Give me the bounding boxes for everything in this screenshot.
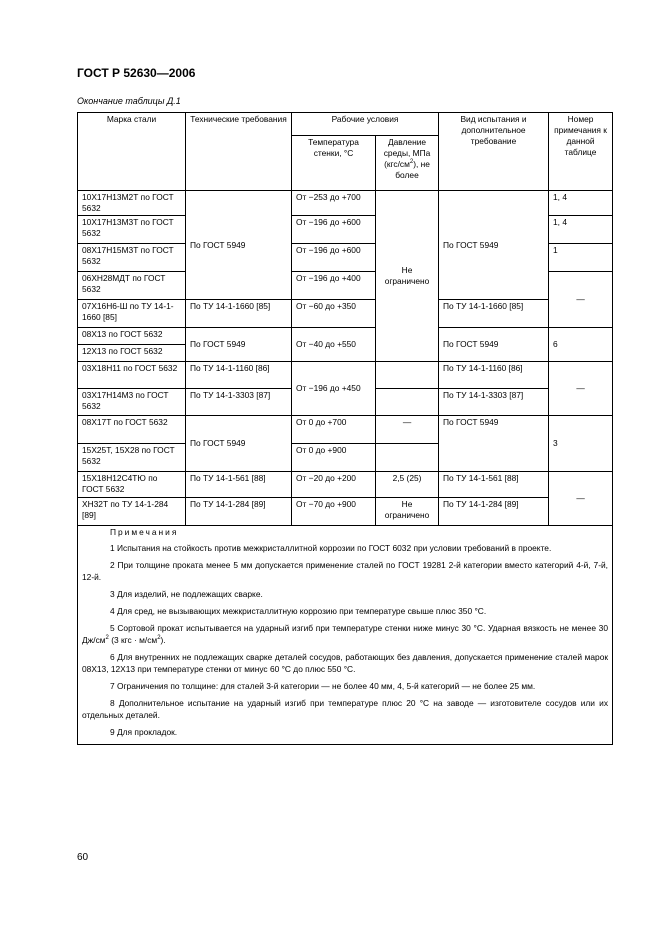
table-row bbox=[78, 416, 613, 444]
temp-cell: От −196 до +400 bbox=[292, 272, 376, 300]
tech-req-cell: По ТУ 14-1-3303 [87] bbox=[186, 389, 292, 416]
temp-cell: От −196 до +450 bbox=[292, 362, 376, 416]
temp-cell: От 0 до +900 bbox=[292, 444, 376, 472]
temp-cell: От −20 до +200 bbox=[292, 472, 376, 498]
test-type-cell: По ТУ 14-1-1160 [86] bbox=[439, 362, 549, 389]
steel-grade-cell: 08Х13 по ГОСТ 5632 bbox=[78, 328, 186, 345]
table-row bbox=[78, 472, 613, 498]
temp-cell: От −253 до +700 bbox=[292, 191, 376, 216]
table-caption: Окончание таблицы Д.1 bbox=[77, 96, 181, 106]
note-cell: 1 bbox=[549, 244, 613, 272]
steel-table bbox=[77, 112, 613, 745]
temp-cell: От −40 до +550 bbox=[292, 328, 376, 362]
notes-title: Примечания bbox=[110, 527, 179, 537]
pressure-cell: — bbox=[376, 416, 439, 444]
header-wall-temperature: Температура стенки, °С bbox=[292, 136, 376, 191]
table-row bbox=[78, 362, 613, 389]
table-row bbox=[78, 328, 613, 345]
note-8: 8 Дополнительное испытание на ударный изгиб при температуре плюс 20 °С на заводе — изготовителе сосудов или их отдельных деталей. bbox=[82, 698, 609, 720]
note-4: 4 Для сред, не вызывающих межкристаллитную коррозию при температуре свыше плюс 350 °С. bbox=[110, 606, 487, 616]
note-cell: — bbox=[549, 362, 613, 416]
steel-grade-cell: 12Х13 по ГОСТ 5632 bbox=[78, 345, 186, 362]
table-row bbox=[78, 300, 613, 328]
steel-grade-cell: 03Х18Н11 по ГОСТ 5632 bbox=[78, 362, 186, 389]
temp-cell: От −70 до +900 bbox=[292, 498, 376, 526]
note-7: 7 Ограничения по толщине: для сталей 3-й категории — не более 40 мм, 4, 5-й категорий — не более 25 мм. bbox=[110, 681, 536, 691]
note-5: 5 Сортовой прокат испытывается на ударный изгиб при температуре стенки ниже минус 30 °С. Ударная вязкость не менее 30 $Дж/см^2$ (3 кгс · $м/см^2$). bbox=[82, 623, 609, 645]
pressure-cell bbox=[376, 444, 439, 472]
note-cell: 1, 4 bbox=[549, 216, 613, 244]
header-steel-grade: Марка стали bbox=[78, 113, 186, 191]
notes-row bbox=[78, 526, 613, 745]
header-tech-requirements: Технические требования bbox=[186, 113, 292, 191]
steel-grade-cell: 08Х17Н15М3Т по ГОСТ 5632 bbox=[78, 244, 186, 272]
note-1: 1 Испытания на стойкость против межкристаллитной коррозии по ГОСТ 6032 при условии требований в проекте. bbox=[110, 543, 552, 553]
page-number: 60 bbox=[77, 852, 89, 863]
test-type-cell: По ТУ 14-1-3303 [87] bbox=[439, 389, 549, 416]
document-title: ГОСТ Р 52630—2006 bbox=[77, 66, 196, 80]
note-2: 2 При толщине проката менее 5 мм допускается применение сталей по ГОСТ 19281 2-й категории вместо категорий 4-й, 7-й, 12-й. bbox=[82, 560, 609, 582]
tech-req-cell: По ГОСТ 5949 bbox=[186, 191, 292, 300]
tech-req-cell: По ТУ 14-1-1660 [85] bbox=[186, 300, 292, 328]
note-3: 3 Для изделий, не подлежащих сварке. bbox=[110, 589, 263, 599]
table-row bbox=[78, 191, 613, 216]
test-type-cell: По ГОСТ 5949 bbox=[439, 416, 549, 472]
note-cell: — bbox=[549, 472, 613, 526]
test-type-cell: По ГОСТ 5949 bbox=[439, 191, 549, 300]
test-type-cell: По ТУ 14-1-1660 [85] bbox=[439, 300, 549, 328]
header-row-1 bbox=[78, 113, 613, 136]
notes-cell bbox=[78, 526, 613, 745]
tech-req-cell: По ТУ 14-1-284 [89] bbox=[186, 498, 292, 526]
header-pressure: Давление среды, МПа $(кгс/см^2)$, не более bbox=[376, 136, 439, 191]
note-6: 6 Для внутренних не подлежащих сварке деталей сосудов, работающих без давления, допускается применение сталей марок 08Х13, 12Х13 при температуре стенки от минус 60 °С до плюс 550 °С. bbox=[82, 652, 609, 674]
pressure-cell: Не ограничено bbox=[376, 191, 439, 362]
steel-grade-cell: ХН32Т по ТУ 14-1-284 [89] bbox=[78, 498, 186, 526]
tech-req-cell: По ТУ 14-1-561 [88] bbox=[186, 472, 292, 498]
header-test-type: Вид испытания и дополнительное требование bbox=[439, 113, 549, 191]
tech-req-cell: По ГОСТ 5949 bbox=[186, 416, 292, 472]
steel-grade-cell: 03Х17Н14М3 по ГОСТ 5632 bbox=[78, 389, 186, 416]
steel-grade-cell: 10Х17Н13М3Т по ГОСТ 5632 bbox=[78, 216, 186, 244]
note-cell: — bbox=[549, 272, 613, 328]
note-9: 9 Для прокладок. bbox=[110, 727, 178, 737]
pressure-cell bbox=[376, 362, 439, 389]
table-row bbox=[78, 498, 613, 526]
temp-cell: От −60 до +350 bbox=[292, 300, 376, 328]
steel-grade-cell: 07Х16Н6-Ш по ТУ 14-1-1660 [85] bbox=[78, 300, 186, 328]
header-note-number: Номер примечания к данной таблице bbox=[549, 113, 613, 191]
test-type-cell: По ТУ 14-1-284 [89] bbox=[439, 498, 549, 526]
note-cell: 6 bbox=[549, 328, 613, 362]
steel-grade-cell: 10Х17Н13М2Т по ГОСТ 5632 bbox=[78, 191, 186, 216]
pressure-cell: 2,5 (25) bbox=[376, 472, 439, 498]
tech-req-cell: По ТУ 14-1-1160 [86] bbox=[186, 362, 292, 389]
tech-req-cell: По ГОСТ 5949 bbox=[186, 328, 292, 362]
steel-grade-cell: 06ХН28МДТ по ГОСТ 5632 bbox=[78, 272, 186, 300]
temp-cell: От −196 до +600 bbox=[292, 244, 376, 272]
test-type-cell: По ГОСТ 5949 bbox=[439, 328, 549, 362]
note-cell: 3 bbox=[549, 416, 613, 472]
test-type-cell: По ТУ 14-1-561 [88] bbox=[439, 472, 549, 498]
steel-grade-cell: 15Х18Н12С4ТЮ по ГОСТ 5632 bbox=[78, 472, 186, 498]
temp-cell: От 0 до +700 bbox=[292, 416, 376, 444]
steel-grade-cell: 15Х25Т, 15Х28 по ГОСТ 5632 bbox=[78, 444, 186, 472]
note-cell: 1, 4 bbox=[549, 191, 613, 216]
header-working-conditions: Рабочие условия bbox=[292, 113, 439, 136]
temp-cell: От −196 до +600 bbox=[292, 216, 376, 244]
steel-grade-cell: 08Х17Т по ГОСТ 5632 bbox=[78, 416, 186, 444]
pressure-cell bbox=[376, 389, 439, 416]
pressure-cell: Не ограничено bbox=[376, 498, 439, 526]
